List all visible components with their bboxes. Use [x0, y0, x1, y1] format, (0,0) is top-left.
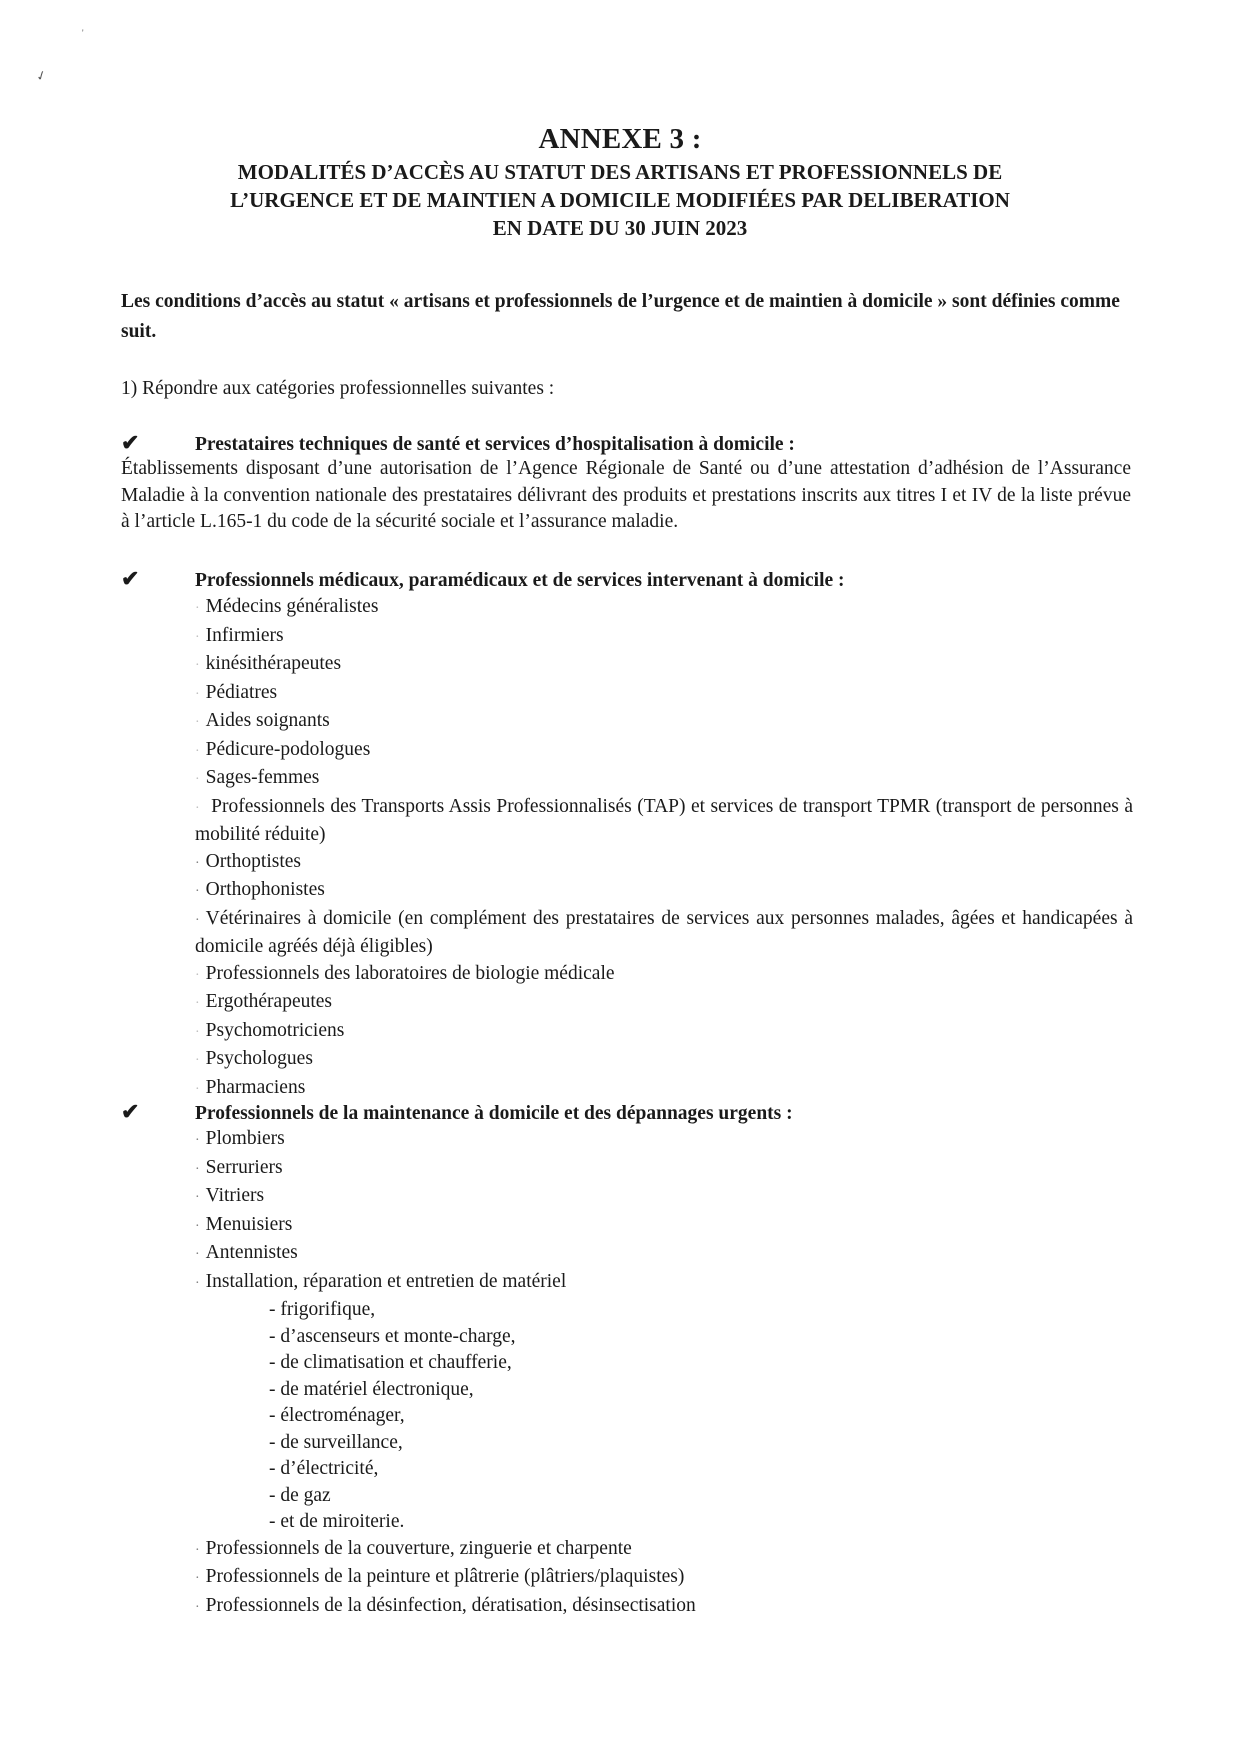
medical-professions-list [195, 594, 1133, 1103]
bullet-icon: · [195, 1218, 200, 1234]
subtitle-line: MODALITÉS D’ACCÈS AU STATUT DES ARTISANS ET PROFESSIONNELS DE [237, 160, 1003, 184]
maintenance-professions-list [195, 1126, 1133, 1621]
list-item: · kinésithérapeutes [195, 653, 342, 674]
list-item: · Professionnels des laboratoires de biologie médicale [195, 962, 615, 984]
checkmark-icon: ✔ [121, 1099, 140, 1124]
annex-title: ANNEXE 3 : [538, 123, 702, 155]
list-item: · Vétérinaires à domicile (en complément des prestataires de services aux personnes malades, âgées et handicapées à domicile agréés déjà éligibles) [195, 907, 1133, 957]
list-item: · Plombiers [195, 1128, 285, 1149]
list-item: · Ergothérapeutes [195, 991, 333, 1012]
bullet-icon: · [195, 1571, 200, 1586]
list-item: · Psychomotriciens [195, 1019, 345, 1041]
bullet-icon: · [195, 1599, 200, 1615]
bullet-icon: · [195, 1190, 200, 1205]
bullet-icon: · [195, 1133, 200, 1148]
list-item: · Professionnels des Transports Assis Professionnalisés (TAP) et services de transport TPMR (transport de personnes à mobilité réduite) [195, 795, 1133, 845]
subtitle-line: L’URGENCE ET DE MAINTIEN A DOMICILE MODIFIÉES PAR DELIBERATION [230, 188, 1010, 212]
scan-mark: ✓ [33, 66, 49, 85]
list-item: · Orthoptistes [195, 850, 302, 872]
section-heading-maintenance [121, 1099, 793, 1127]
section-heading-text: Professionnels de la maintenance à domicile et des dépannages urgents : [195, 1103, 793, 1124]
bullet-icon: · [195, 1542, 200, 1558]
section-heading-text: Professionnels médicaux, paramédicaux et de services intervenant à domicile : [195, 570, 845, 591]
sublist-item: - de surveillance, [269, 1431, 403, 1453]
bullet-icon: · [195, 884, 200, 899]
bullet-icon: · [195, 686, 200, 702]
bullet-icon: · [195, 1247, 200, 1262]
list-item: · Vitriers [195, 1185, 265, 1206]
step-1-label: 1) Répondre aux catégories professionnelles suivantes : [121, 378, 555, 399]
bullet-icon: · [195, 601, 200, 616]
sublist-item: - électroménager, [269, 1405, 405, 1426]
list-item: · Professionnels de la peinture et plâtrerie (plâtriers/plaquistes) [195, 1566, 685, 1587]
bullet-icon: · [195, 1161, 200, 1177]
annex-subtitle [0, 158, 1240, 242]
list-item: · Psychologues [195, 1048, 313, 1069]
checkmark-icon: ✔ [121, 566, 140, 591]
intro-paragraph: Les conditions d’accès au statut « artisans et professionnels de l’urgence et de maintien à domicile » sont définies comme suit. [121, 291, 1120, 342]
title-block [0, 122, 1240, 242]
bullet-icon: · [195, 1081, 200, 1097]
list-item: · Médecins généralistes [195, 596, 379, 617]
list-item: · Installation, réparation et entretien de matériel - frigorifique, - d’ascenseurs et monte-charge, - de climatisation et chaufferie, - de matériel électronique, - électroménager, - de surveillance, - d’électricité, - de gaz - et de miroiterie. [195, 1269, 1133, 1536]
bullet-icon: · [195, 1024, 200, 1040]
list-item: · Pharmaciens [195, 1076, 306, 1098]
section-heading-medical [121, 566, 845, 594]
list-item: · Professionnels de la couverture, zinguerie et charpente [195, 1537, 632, 1559]
sublist-item: - d’électricité, [269, 1458, 379, 1479]
list-item: · Aides soignants [195, 710, 330, 731]
bullet-icon: · [195, 658, 200, 673]
bullet-icon: · [195, 772, 200, 787]
bullet-icon: · [195, 967, 200, 983]
list-item: · Professionnels de la désinfection, dératisation, désinsectisation [195, 1594, 696, 1616]
list-item: · Pédicure-podologues [195, 738, 371, 760]
bullet-icon: · [195, 743, 200, 759]
section-heading-health-providers [121, 430, 795, 458]
sublist-item: - frigorifique, [269, 1299, 376, 1320]
equipment-sublist [195, 1297, 1133, 1536]
list-item: · Pédiatres [195, 681, 278, 703]
bullet-icon: · [195, 800, 200, 816]
list-item: · Serruriers [195, 1156, 283, 1178]
bullet-icon: · [195, 1053, 200, 1068]
checkmark-icon: ✔ [121, 430, 140, 455]
bullet-icon: · [195, 912, 200, 928]
list-item: · Orthophonistes [195, 879, 325, 900]
sublist-item: - et de miroiterie. [269, 1511, 405, 1532]
bullet-icon: · [195, 715, 200, 730]
list-item: · Sages-femmes [195, 767, 320, 788]
list-item: · Menuisiers [195, 1213, 293, 1235]
sublist-item: - de climatisation et chaufferie, [269, 1352, 512, 1373]
bullet-icon: · [195, 1275, 200, 1291]
sublist-item: - d’ascenseurs et monte-charge, [269, 1325, 516, 1347]
bullet-icon: · [195, 855, 200, 871]
section-heading-text: Prestataires techniques de santé et services d’hospitalisation à domicile : [195, 434, 795, 455]
sublist-item: - de gaz [269, 1484, 331, 1506]
sublist-item: - de matériel électronique, [269, 1378, 474, 1400]
bullet-icon: · [195, 629, 200, 645]
subtitle-line: EN DATE DU 30 JUIN 2023 [492, 216, 748, 240]
bullet-icon: · [195, 996, 200, 1011]
scan-mark: ' [82, 28, 84, 38]
section-paragraph: Établissements disposant d’une autorisation de l’Agence Régionale de Santé ou d’une attestation d’adhésion de l’Assurance Maladie à la convention nationale des prestataires délivrant des produits et prestations inscrits aux titres I et IV de la liste prévue à l’article L.165-1 du code de la sécurité sociale et l’assurance maladie. [121, 458, 1131, 532]
list-item: · Infirmiers [195, 624, 284, 646]
list-item: · Antennistes [195, 1242, 298, 1263]
